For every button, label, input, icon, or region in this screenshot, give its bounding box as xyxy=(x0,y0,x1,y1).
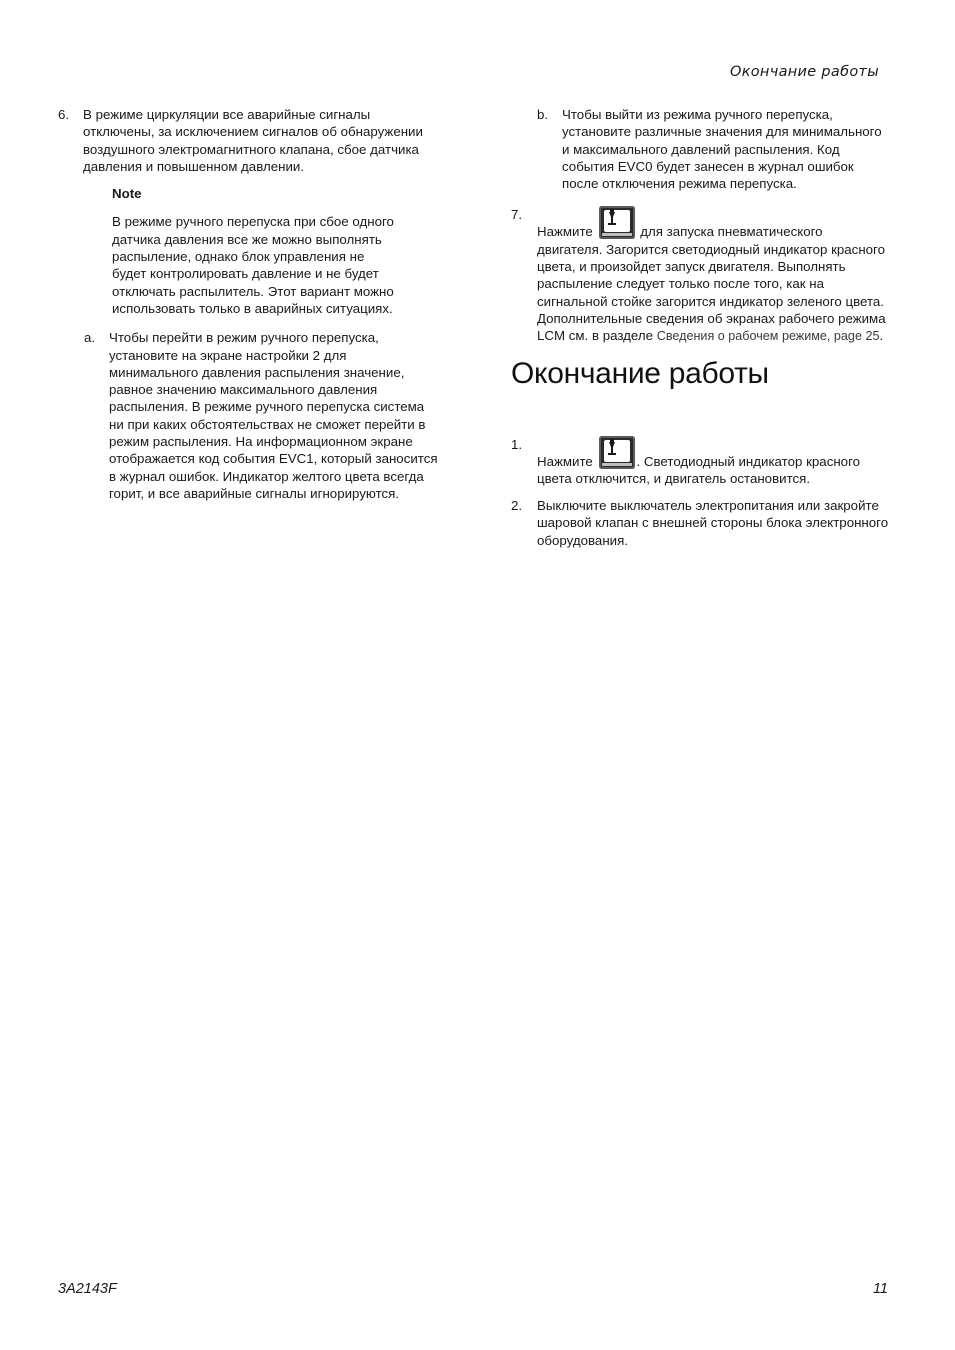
step-6 xyxy=(58,106,438,175)
running-header: Окончание работы xyxy=(729,64,879,80)
section-title: Окончание работы xyxy=(511,356,769,390)
step-number: 6. xyxy=(58,107,70,122)
press-label: Нажмите xyxy=(537,224,593,240)
left-column xyxy=(58,106,438,512)
pump-start-stop-icon xyxy=(599,206,635,239)
step-number: 7. xyxy=(511,207,523,223)
note-title: Note xyxy=(112,186,142,202)
document-id: 3A2143F xyxy=(58,1281,117,1297)
note-text: В режиме ручного перепуска при сбое одного датчика давления все же можно выполнять распыление, однако блок управления не будет контролировать давление и не будет отключать распылитель. Этот вариант можно использовать только в аварийных ситуациях. xyxy=(112,214,394,316)
step-7-instructions: для запуска пневматического двигателя. Загорится светодиодный индикатор красного цвета, и произойдет запуск двигателя. Выполнять распыление следует только после того, как на сигнальной стойке загорится индикатор зеленого цвета. Дополнительные сведения об экранах рабочего режима LCM см. в разделе xyxy=(537,224,886,344)
substep-text: Чтобы выйти из режима ручного перепуска, установите различные значения для минимального и максимального давлений распыления. Код события EVC0 будет занесен в журнал ошибок после отключения режима перепуска. xyxy=(562,107,882,192)
step-text xyxy=(537,436,891,488)
shutdown-step-1-instructions: . Светодиодный индикатор красного цвета отключится, и двигатель остановится. xyxy=(537,453,861,486)
substep-a xyxy=(58,329,438,502)
step-text: В режиме циркуляции все аварийные сигналы отключены, за исключением сигналов об обнаружении воздушного электромагнитного клапана, сбое датчика давления и повышенном давлении. xyxy=(83,107,423,174)
right-column xyxy=(511,106,891,559)
step-text xyxy=(537,206,891,345)
shutdown-step-2 xyxy=(511,497,891,549)
spray-gun-icon xyxy=(608,209,616,225)
step-number: 2. xyxy=(511,498,523,514)
press-label: Нажмите xyxy=(537,453,593,469)
step-7 xyxy=(511,206,891,345)
step-number: 1. xyxy=(511,436,523,452)
substep-letter: b. xyxy=(537,107,549,122)
cross-reference-link[interactable]: Сведения о рабочем режиме, page 25 xyxy=(656,329,880,344)
spray-gun-icon xyxy=(608,439,616,455)
substep-b xyxy=(511,106,891,192)
pump-start-stop-icon xyxy=(599,436,635,469)
shutdown-step-1 xyxy=(511,436,891,488)
period: . xyxy=(879,328,884,344)
page-number: 11 xyxy=(872,1281,888,1297)
step-text: Выключите выключатель электропитания или закройте шаровой клапан с внешней стороны блока электронного оборудования. xyxy=(537,498,889,548)
substep-text: Чтобы перейти в режим ручного перепуска, установите на экране настройки 2 для минимального давления распыления значение, равное значению максимального давления распыления. В режиме ручного перепуска система ни при каких обстоятельствах не сможет перейти в режим распыления. На информационном экране отображается код события EVC1, который заносится в журнал ошибок. Индикатор желтого цвета всегда горит, и все аварийные сигналы игнорируются. xyxy=(109,330,438,501)
substep-letter: a. xyxy=(84,330,96,346)
note-box xyxy=(112,185,402,317)
